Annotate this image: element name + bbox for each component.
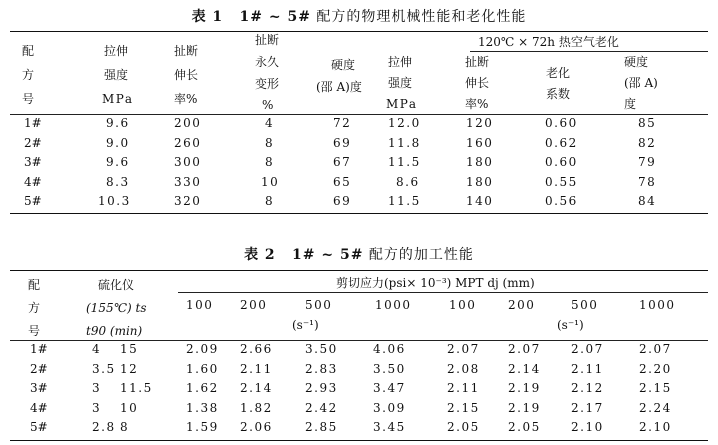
t2-cell-shear: 2.07 (639, 342, 672, 356)
t2-cell-shear: 2.19 (508, 400, 541, 415)
t1-cell-no: 4# (24, 174, 42, 189)
t2-cell-t90: 12 (120, 361, 139, 376)
t1-cell-hardness: 67 (333, 155, 352, 169)
t1-cell-aged_hardness: 78 (638, 174, 657, 189)
t2-h-rate: 500 (305, 298, 333, 312)
t2-cell-shear: 2.07 (447, 342, 480, 356)
t2-cell-shear: 3.47 (373, 381, 406, 395)
t1-cell-tensile: 9.6 (106, 155, 130, 169)
t1-h-perm-3: % (262, 98, 274, 112)
t2-cell-shear: 1.82 (240, 400, 273, 415)
t1-cell-aged_hardness: 85 (638, 116, 657, 130)
table2-shear-rule (178, 292, 708, 293)
t2-cell-no: 1# (30, 342, 48, 356)
table1-aging-rule (470, 51, 708, 52)
t2-h-rate: 100 (186, 298, 214, 312)
t1-h-formula-2: 号 (22, 92, 35, 106)
t2-cell-shear: 2.83 (305, 361, 338, 376)
t1-cell-coef: 0.56 (545, 194, 578, 208)
t2-h-formula-2: 号 (28, 324, 41, 338)
t1-cell-aged_tensile: 11.5 (388, 155, 421, 169)
t2-cell-ts: 3 (92, 381, 102, 395)
t1-cell-hardness: 69 (333, 194, 352, 208)
t1-cell-aged_tensile: 8.6 (396, 174, 420, 189)
t2-cell-shear: 2.10 (571, 420, 604, 434)
t1-h-atens-0: 拉伸 (388, 55, 413, 69)
t1-cell-aged_elongation: 160 (466, 135, 494, 150)
t1-cell-coef: 0.60 (545, 116, 578, 130)
t1-h-formula-1: 方 (22, 68, 35, 82)
table2-top-rule (10, 270, 708, 271)
t1-h-perm-1: 永久 (255, 55, 280, 69)
t2-cell-shear: 4.06 (373, 342, 406, 356)
t2-h-rate: 1000 (639, 298, 676, 312)
table2-label: 表 2 (244, 247, 276, 263)
t2-h-vulc-1: (155℃) ts (86, 301, 147, 315)
t2-h-formula-0: 配 (28, 278, 41, 292)
t2-cell-shear: 2.06 (240, 420, 273, 434)
t2-h-vulc-2: t90 (min) (86, 324, 143, 338)
t2-cell-ts: 3.5 (92, 361, 116, 376)
t1-h-hard-1: (邵 A)度 (316, 80, 362, 94)
t2-cell-ts: 2.8 (92, 420, 116, 434)
t1-h-elong-0: 扯断 (174, 44, 199, 58)
t2-cell-shear: 2.09 (186, 342, 219, 356)
t1-h-elong-2: 率% (174, 92, 198, 106)
t2-h-rate: 500 (571, 298, 599, 312)
t2-h-shear-group: 剪切应力(psi× 10⁻³) MPT dj (mm) (336, 276, 535, 290)
t1-cell-elongation: 260 (174, 135, 202, 150)
t2-cell-t90: 15 (120, 342, 139, 356)
t1-h-hard-0: 硬度 (331, 58, 356, 72)
t2-cell-no: 2# (30, 361, 48, 376)
t1-h-aging-group: 120℃ × 72h 热空气老化 (478, 35, 619, 49)
t2-cell-shear: 2.08 (447, 361, 480, 376)
t1-cell-no: 1# (24, 116, 42, 130)
t2-cell-shear: 2.42 (305, 400, 338, 415)
t1-cell-aged_elongation: 120 (466, 116, 494, 130)
t1-cell-aged_tensile: 11.8 (388, 135, 421, 150)
t2-cell-shear: 2.05 (508, 420, 541, 434)
table2-caption (0, 244, 718, 264)
t2-cell-shear: 2.10 (639, 420, 672, 434)
t1-cell-tensile: 10.3 (98, 194, 131, 208)
t1-cell-coef: 0.62 (545, 135, 578, 150)
t2-cell-shear: 2.12 (571, 381, 604, 395)
t1-cell-perm_set: 4 (265, 116, 275, 130)
t1-cell-perm_set: 10 (261, 174, 280, 189)
t1-h-perm-0: 扯断 (255, 33, 280, 47)
t2-cell-shear: 2.15 (639, 381, 672, 395)
t2-cell-shear: 2.19 (508, 381, 541, 395)
t1-h-ahard-0: 硬度 (624, 55, 649, 69)
t1-cell-aged_elongation: 180 (466, 155, 494, 169)
t2-cell-no: 5# (30, 420, 48, 434)
t1-cell-elongation: 200 (174, 116, 202, 130)
t2-h-vulc-0: 硫化仪 (98, 278, 135, 292)
t2-cell-ts: 4 (92, 342, 102, 356)
t2-cell-shear: 2.14 (508, 361, 541, 376)
t1-cell-tensile: 9.6 (106, 116, 130, 130)
t1-h-tensile-2: MPa (102, 92, 134, 106)
table1-range: 1# ~ 5# (239, 9, 311, 25)
t2-cell-shear: 2.66 (240, 342, 273, 356)
t2-cell-t90: 11.5 (120, 381, 153, 395)
table1-caption (0, 6, 718, 26)
t1-cell-tensile: 9.0 (106, 135, 130, 150)
t1-h-coef-1: 系数 (546, 87, 571, 101)
t1-cell-aged_tensile: 11.5 (388, 194, 421, 208)
t2-cell-no: 4# (30, 400, 48, 415)
t1-h-aelong-2: 率% (465, 97, 489, 111)
t2-cell-no: 3# (30, 381, 48, 395)
t1-h-tensile-0: 拉伸 (104, 44, 129, 58)
t1-cell-no: 2# (24, 135, 42, 150)
table2-range: 1# ~ 5# (292, 247, 364, 263)
t1-h-tensile-1: 强度 (104, 68, 129, 82)
t1-h-perm-2: 变形 (255, 77, 280, 91)
t1-cell-elongation: 300 (174, 155, 202, 169)
t1-cell-no: 5# (24, 194, 42, 208)
t1-cell-aged_hardness: 82 (638, 135, 657, 150)
table1-bottom-rule (10, 213, 708, 214)
table2-title: 配方的加工性能 (368, 247, 474, 263)
t2-cell-shear: 2.11 (571, 361, 604, 376)
t1-h-elong-1: 伸长 (174, 68, 199, 82)
t2-h-unit-2: (s⁻¹) (557, 318, 584, 332)
t2-cell-t90: 10 (120, 400, 139, 415)
t2-cell-shear: 2.93 (305, 381, 338, 395)
t2-h-rate: 1000 (375, 298, 412, 312)
t2-cell-shear: 2.05 (447, 420, 480, 434)
t1-cell-elongation: 330 (174, 174, 202, 189)
t1-cell-aged_hardness: 79 (638, 155, 657, 169)
t2-h-formula-1: 方 (28, 301, 41, 315)
t1-cell-aged_elongation: 180 (466, 174, 494, 189)
t1-h-coef-0: 老化 (546, 66, 571, 80)
t1-cell-coef: 0.60 (545, 155, 578, 169)
t1-h-atens-1: 强度 (388, 76, 413, 90)
t2-cell-shear: 2.24 (639, 400, 672, 415)
t2-h-rate: 200 (508, 298, 536, 312)
table1-header-rule (10, 114, 708, 115)
t1-cell-hardness: 72 (333, 116, 352, 130)
t2-cell-shear: 3.50 (305, 342, 338, 356)
t2-cell-shear: 2.20 (639, 361, 672, 376)
t2-cell-shear: 2.07 (508, 342, 541, 356)
t2-cell-shear: 1.62 (186, 381, 219, 395)
t2-cell-shear: 3.45 (373, 420, 406, 434)
t1-h-ahard-1: (邵 A) (624, 76, 658, 90)
t2-h-rate: 200 (240, 298, 268, 312)
t1-h-aelong-1: 伸长 (465, 76, 490, 90)
t1-cell-hardness: 65 (333, 174, 352, 189)
t1-cell-perm_set: 8 (265, 194, 275, 208)
table1-title: 配方的物理机械性能和老化性能 (316, 9, 527, 25)
table2-header-rule (10, 340, 708, 341)
t2-cell-shear: 1.38 (186, 400, 219, 415)
t2-cell-shear: 3.50 (373, 361, 406, 376)
t1-h-aelong-0: 扯断 (465, 55, 490, 69)
table1-label: 表 1 (191, 9, 224, 25)
t1-cell-elongation: 320 (174, 194, 202, 208)
table2-bottom-rule (10, 440, 708, 441)
t1-cell-aged_elongation: 140 (466, 194, 494, 208)
t1-cell-aged_tensile: 12.0 (388, 116, 421, 130)
t2-cell-t90: 8 (120, 420, 130, 434)
t2-cell-shear: 2.15 (447, 400, 480, 415)
t2-cell-shear: 2.11 (447, 381, 480, 395)
t2-cell-shear: 2.11 (240, 361, 273, 376)
t2-cell-shear: 1.60 (186, 361, 219, 376)
t1-cell-no: 3# (24, 155, 42, 169)
t1-h-ahard-2: 度 (624, 97, 637, 111)
t1-cell-hardness: 69 (333, 135, 352, 150)
table1-top-rule (10, 31, 708, 32)
t1-cell-coef: 0.55 (545, 174, 578, 189)
t1-cell-aged_hardness: 84 (638, 194, 657, 208)
t2-cell-shear: 2.14 (240, 381, 273, 395)
t2-cell-shear: 2.17 (571, 400, 604, 415)
t1-cell-perm_set: 8 (265, 155, 275, 169)
t2-cell-shear: 3.09 (373, 400, 406, 415)
t2-cell-shear: 1.59 (186, 420, 219, 434)
t2-cell-ts: 3 (92, 400, 102, 415)
t2-cell-shear: 2.85 (305, 420, 338, 434)
t2-h-unit-1: (s⁻¹) (292, 318, 319, 332)
t1-h-formula-0: 配 (22, 44, 35, 58)
t1-h-atens-2: MPa (386, 97, 418, 111)
t1-cell-tensile: 8.3 (106, 174, 130, 189)
t2-h-rate: 100 (449, 298, 477, 312)
t1-cell-perm_set: 8 (265, 135, 275, 150)
t2-cell-shear: 2.07 (571, 342, 604, 356)
